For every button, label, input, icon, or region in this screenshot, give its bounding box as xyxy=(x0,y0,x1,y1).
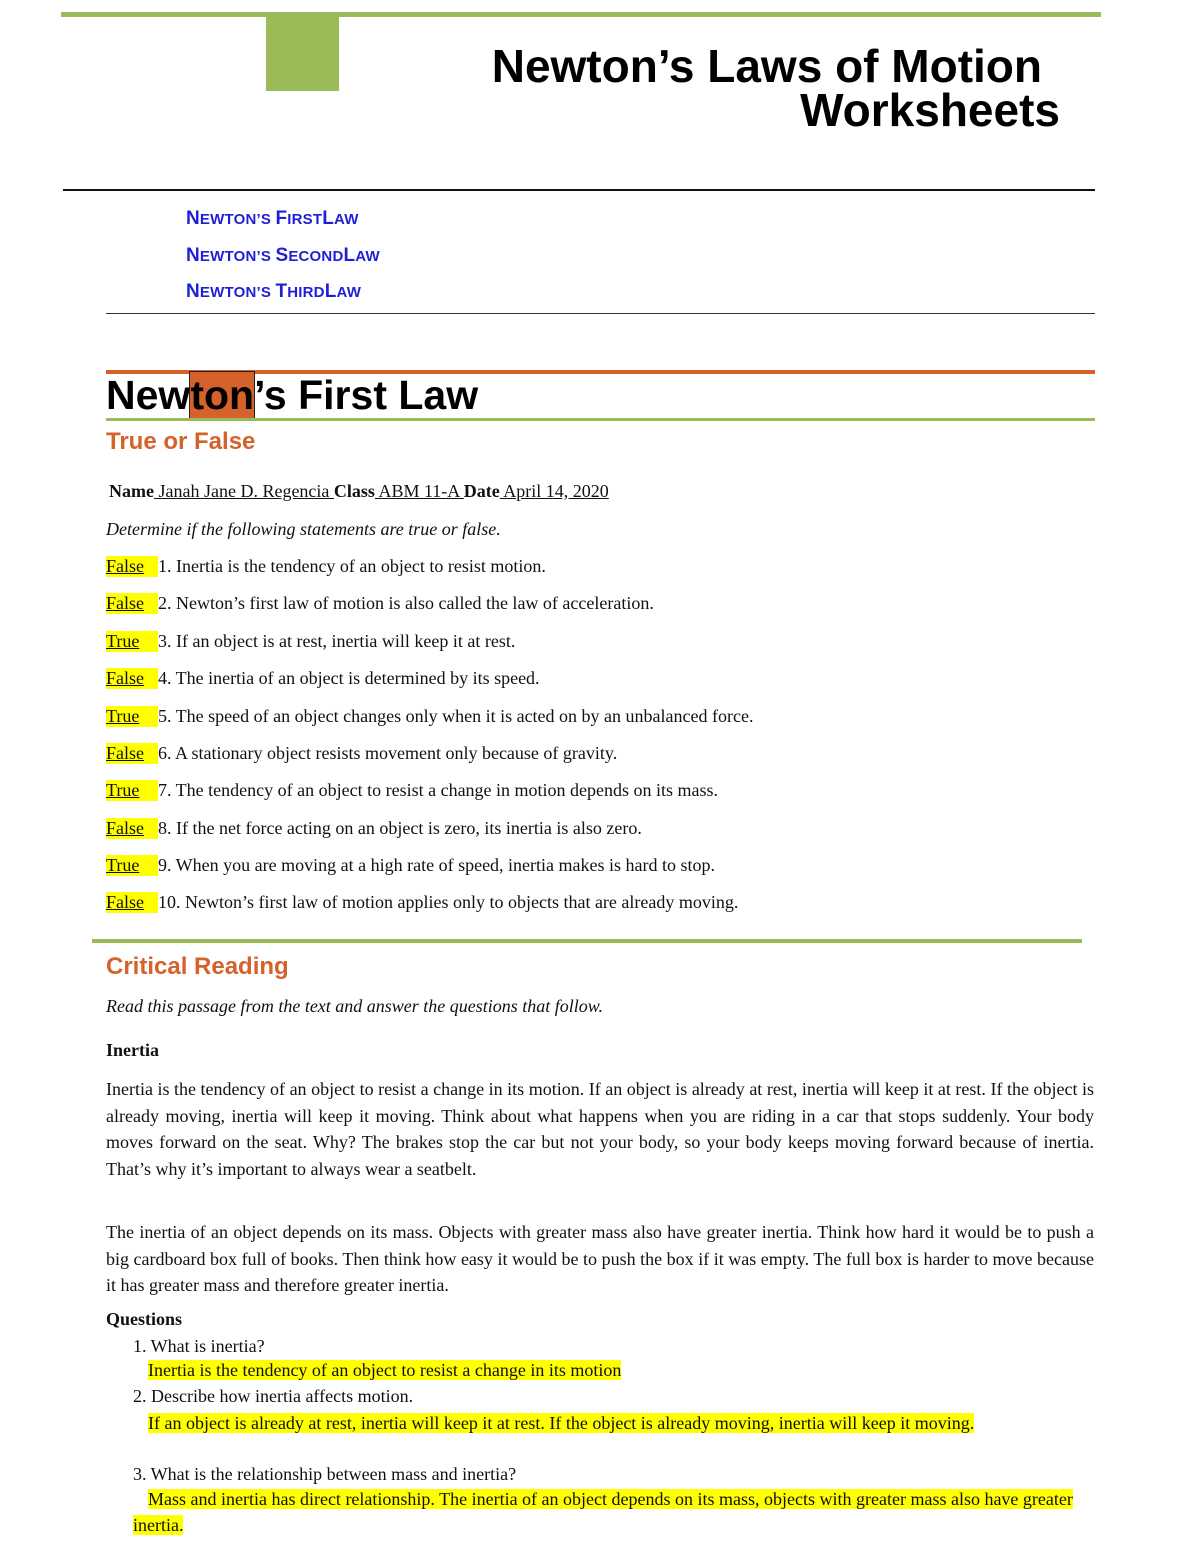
toc-link-first-law[interactable]: NEWTON’S FIRSTLAW xyxy=(186,208,359,229)
tf-item: True9. When you are moving at a high rate of speed, inertia makes is hard to stop. xyxy=(106,855,716,875)
tf-answer[interactable]: False xyxy=(106,668,158,689)
passage-paragraph-2: The inertia of an object depends on its mass. Objects with greater mass also have greater inertia. Think how hard it would be to push a big cardboard box full of books. Then think how easy it would be to push the box if it was empty. The full box is harder to move because it has greater mass and therefore greater inertia. xyxy=(106,1222,1094,1295)
top-green-rule xyxy=(61,12,1101,17)
answer-1[interactable]: Inertia is the tendency of an object to resist a change in its motion xyxy=(148,1360,622,1380)
tf-item: False6. A stationary object resists movement only because of gravity. xyxy=(106,743,618,763)
questions-label: Questions xyxy=(106,1309,183,1329)
passage-paragraph-1: Inertia is the tendency of an object to resist a change in its motion. If an object is already at rest, inertia will keep it at rest. If the object is already moving, inertia will keep it moving. Think about what happens when you are riding in a car that stops suddenly. Your body moves forward on the seat. Why? The brakes stop the car but not your body, so your body keeps moving forward because of inertia. That’s why it’s important to always wear a seatbelt. xyxy=(106,1079,1094,1179)
student-info-line xyxy=(109,481,609,502)
answer-3[interactable]: Mass and inertia has direct relationship. The inertia of an object depends on its mass, objects with greater mass also have greater inertia. xyxy=(133,1489,1073,1535)
section-green-rule xyxy=(106,418,1095,421)
title-line-2: Worksheets xyxy=(800,84,1060,136)
tf-item: True5. The speed of an object changes only when it is acted on by an unbalanced force. xyxy=(106,706,754,726)
answer-2[interactable]: If an object is already at rest, inertia will keep it at rest. If the object is already moving, inertia will keep it moving. xyxy=(148,1413,975,1433)
tf-item: True7. The tendency of an object to resist a change in motion depends on its mass. xyxy=(106,780,719,800)
tf-item: False1. Inertia is the tendency of an object to resist motion. xyxy=(106,556,546,576)
question-2: 2. Describe how inertia affects motion. xyxy=(133,1386,414,1406)
name-label: Name xyxy=(109,481,154,501)
toc-link-second-law[interactable]: NEWTON’S SECONDLAW xyxy=(186,245,380,266)
true-false-heading: True or False xyxy=(106,428,256,455)
tf-answer[interactable]: False xyxy=(106,818,158,839)
header-divider xyxy=(63,189,1095,191)
tf-item: False2. Newton’s first law of motion is also called the law of acceleration. xyxy=(106,593,654,613)
tf-answer[interactable]: True xyxy=(106,706,158,727)
class-label: Class xyxy=(333,481,375,501)
title-line-1: Newton’s Laws of Motion xyxy=(491,40,1042,92)
date-field[interactable]: April 14, 2020 xyxy=(499,481,609,501)
name-field[interactable]: Janah Jane D. Regencia xyxy=(153,481,334,501)
critical-instructions: Read this passage from the text and answer the questions that follow. xyxy=(106,996,603,1016)
toc-divider xyxy=(106,313,1095,314)
class-field[interactable]: ABM 11-A xyxy=(374,481,464,501)
passage-title: Inertia xyxy=(106,1040,159,1060)
tf-answer[interactable]: False xyxy=(106,743,158,764)
tf-item: False10. Newton’s first law of motion applies only to objects that are already moving. xyxy=(106,892,739,912)
tf-item: False8. If the net force acting on an object is zero, its inertia is also zero. xyxy=(106,818,642,838)
critical-reading-heading: Critical Reading xyxy=(106,953,289,980)
header-green-block xyxy=(266,17,339,91)
tf-answer[interactable]: False xyxy=(106,556,158,577)
tf-answer[interactable]: True xyxy=(106,780,158,801)
toc-link-third-law[interactable]: NEWTON’S THIRDLAW xyxy=(186,281,362,302)
section-divider-green xyxy=(92,939,1082,943)
section-title: Newton’s First Law xyxy=(106,372,479,418)
selected-text-highlight[interactable]: ton xyxy=(190,372,255,418)
date-label: Date xyxy=(463,481,500,501)
tf-answer[interactable]: True xyxy=(106,855,158,876)
tf-item: True3. If an object is at rest, inertia will keep it at rest. xyxy=(106,631,516,651)
tf-item: False4. The inertia of an object is determined by its speed. xyxy=(106,668,540,688)
tf-answer[interactable]: False xyxy=(106,593,158,614)
document-title xyxy=(380,40,1060,136)
tf-answer[interactable]: False xyxy=(106,892,158,913)
tf-instructions: Determine if the following statements are true or false. xyxy=(106,519,501,539)
question-3: 3. What is the relationship between mass and inertia? xyxy=(133,1464,517,1484)
tf-answer[interactable]: True xyxy=(106,631,158,652)
question-1: 1. What is inertia? xyxy=(133,1336,265,1356)
